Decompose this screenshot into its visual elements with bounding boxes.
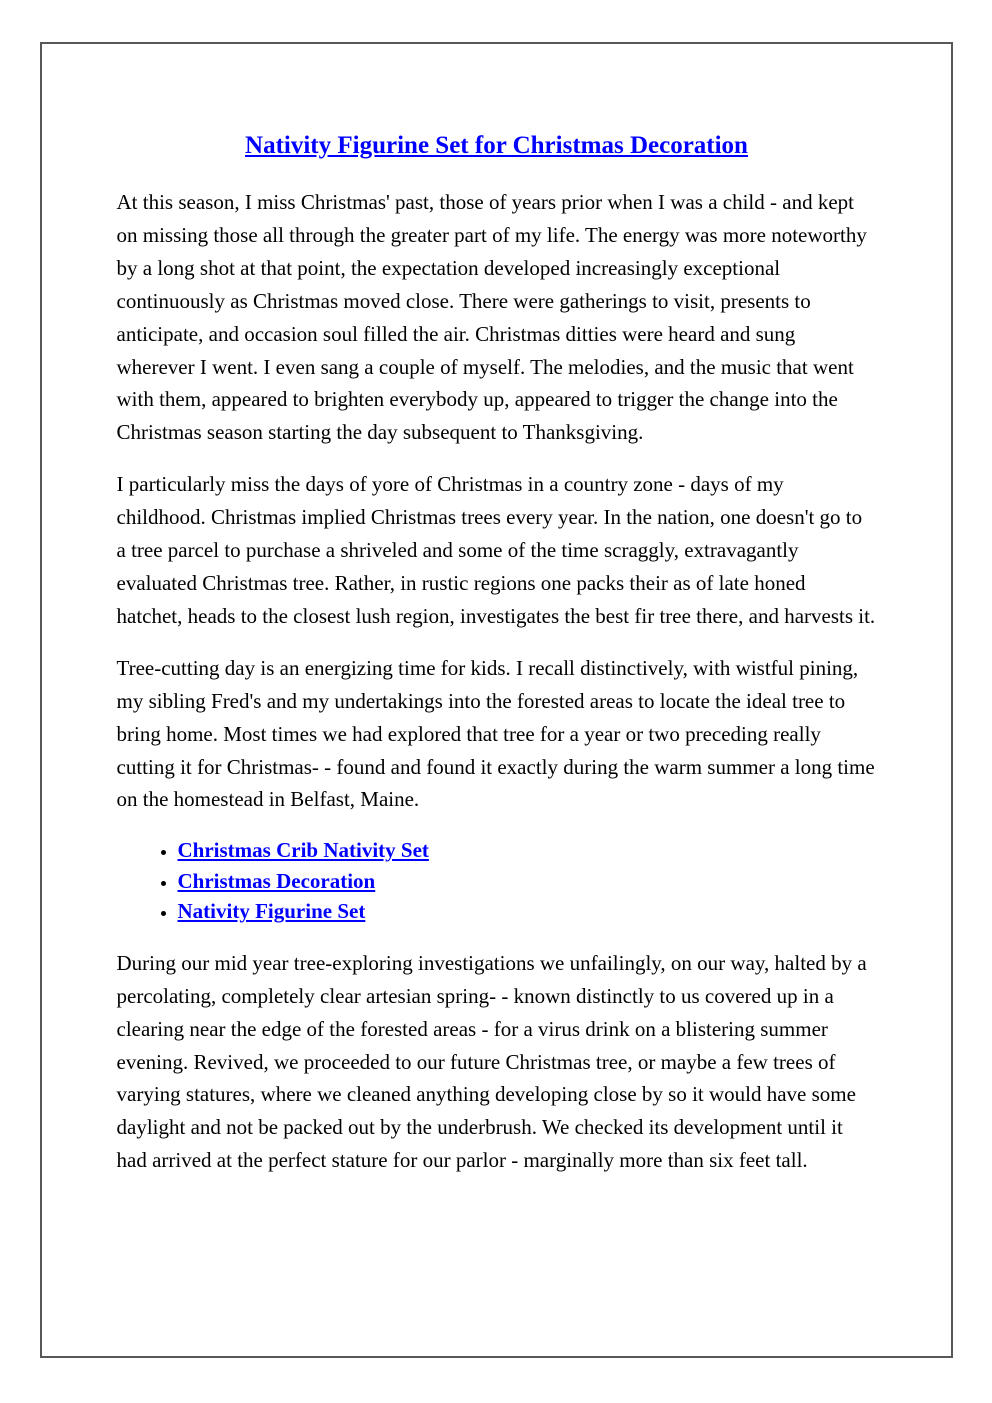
document-page xyxy=(40,42,953,1358)
link-christmas-crib-nativity-set[interactable]: Christmas Crib Nativity Set xyxy=(177,838,429,863)
link-nativity-figurine-set[interactable]: Nativity Figurine Set xyxy=(177,899,366,924)
document-title xyxy=(117,131,877,160)
related-links-list xyxy=(117,835,877,927)
list-item xyxy=(178,896,877,927)
paragraph-1: At this season, I miss Christmas' past, those of years prior when I was a child - and kept on missing those all through the greater part of my life. The energy was more noteworthy by a long shot at that point, the expectation developed increasingly exceptional continuously as Christmas moved close. There were gatherings to visit, presents to anticipate, and occasion soul filled the air. Christmas ditties were heard and sung wherever I went. I even sang a couple of myself. The melodies, and the music that went with them, appeared to brighten everybody up, appeared to trigger the change into the Christmas season starting the day subsequent to Thanksgiving. xyxy=(116,190,867,445)
paragraph-2: I particularly miss the days of yore of Christmas in a country zone - days of my childhood. Christmas implied Christmas trees every year. In the nation, one doesn't go to a tree parcel to purchase a shriveled and some of the time scraggly, extravagantly evaluated Christmas tree. Rather, in rustic regions one packs their as of late honed hatchet, heads to the closest lush region, investigates the best fir tree there, and harvests it. xyxy=(116,472,876,628)
paragraph-3: Tree-cutting day is an energizing time for kids. I recall distinctively, with wistful pining, my sibling Fred's and my undertakings into the forested areas to locate the ideal tree to bring home. Most times we had explored that tree for a year or two preceding really cutting it for Christmas- - found and found it exactly during the warm summer a long time on the homestead in Belfast, Maine. xyxy=(116,655,875,812)
link-christmas-decoration[interactable]: Christmas Decoration xyxy=(177,868,376,893)
list-item xyxy=(178,866,877,897)
document-title-link[interactable]: Nativity Figurine Set for Christmas Decoration xyxy=(245,132,748,159)
list-item xyxy=(178,835,877,866)
paragraph-4: During our mid year tree-exploring investigations we unfailingly, on our way, halted by a percolating, completely clear artesian spring- - known distinctly to us covered up in a clearing near the edge of the forested areas - for a virus drink on a blistering summer evening. Revived, we proceeded to our future Christmas tree, or maybe a few trees of varying statures, where we cleaned anything developing close by so it would have some daylight and not be packed out by the underbrush. We checked its development until it had arrived at the perfect stature for our parlor - marginally more than six feet tall. xyxy=(116,950,867,1173)
